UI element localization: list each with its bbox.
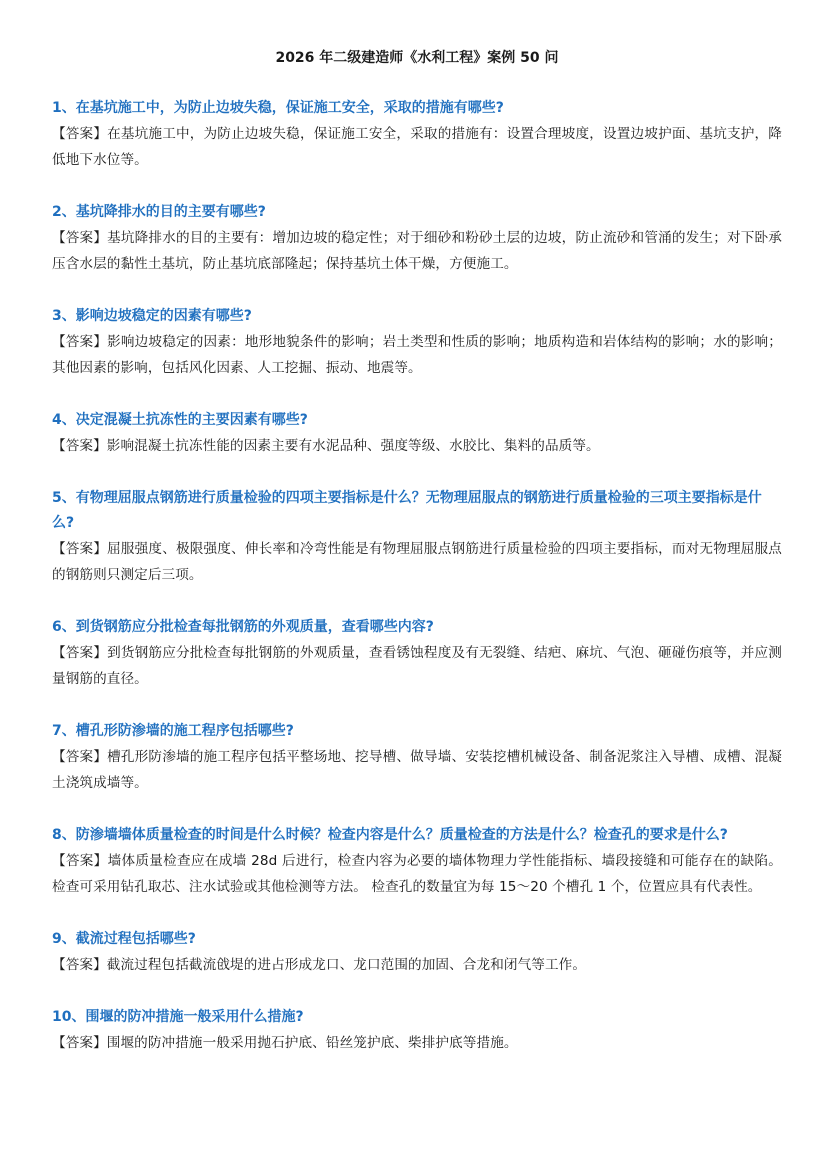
question-7: 7、槽孔形防渗墙的施工程序包括哪些? [52, 723, 294, 739]
qa-item-2 [52, 200, 782, 277]
question-5: 5、有物理屈服点钢筋进行质量检验的四项主要指标是什么？无物理屈服点的钢筋进行质量检验的三项主要指标是什么? [52, 490, 762, 531]
document-page [52, 48, 782, 1083]
question-4: 4、决定混凝土抗冻性的主要因素有哪些? [52, 412, 308, 428]
answer-8: 【答案】墙体质量检查应在成墙 28d 后进行，检查内容为必要的墙体物理力学性能指标、墙段接缝和可能存在的缺陷。检查可采用钻孔取芯、注水试验或其他检测等方法。 检查孔的数量宜为每 15～20 个槽孔 1 个，位置应具有代表性。 [52, 853, 782, 895]
question-1: 1、在基坑施工中，为防止边坡失稳，保证施工安全，采取的措施有哪些? [52, 100, 504, 116]
question-8: 8、防渗墙墙体质量检查的时间是什么时候？检查内容是什么？质量检查的方法是什么？检查孔的要求是什么? [52, 827, 728, 843]
qa-item-5 [52, 486, 782, 588]
answer-5: 【答案】屈服强度、极限强度、伸长率和冷弯性能是有物理屈服点钢筋进行质量检验的四项主要指标，而对无物理屈服点的钢筋则只测定后三项。 [52, 541, 782, 583]
qa-item-3 [52, 304, 782, 381]
qa-item-8 [52, 823, 782, 900]
question-3: 3、影响边坡稳定的因素有哪些? [52, 308, 252, 324]
answer-7: 【答案】槽孔形防渗墙的施工程序包括平整场地、挖导槽、做导墙、安装挖槽机械设备、制备泥浆注入导槽、成槽、混凝土浇筑成墙等。 [52, 749, 782, 791]
question-10: 10、围堰的防冲措施一般采用什么措施? [52, 1009, 304, 1025]
question-6: 6、到货钢筋应分批检查每批钢筋的外观质量，查看哪些内容? [52, 619, 434, 635]
document-title: 2026 年二级建造师《水利工程》案例 50 问 [275, 50, 559, 66]
answer-4: 【答案】影响混凝土抗冻性能的因素主要有水泥品种、强度等级、水胶比、集料的品质等。 [52, 438, 600, 454]
qa-item-7 [52, 719, 782, 796]
qa-item-9 [52, 927, 782, 978]
answer-2: 【答案】基坑降排水的目的主要有：增加边坡的稳定性；对于细砂和粉砂土层的边坡，防止流砂和管涌的发生；对下卧承压含水层的黏性土基坑，防止基坑底部隆起；保持基坑土体干燥，方便施工。 [52, 230, 782, 272]
question-2: 2、基坑降排水的目的主要有哪些? [52, 204, 266, 220]
answer-3: 【答案】影响边坡稳定的因素：地形地貌条件的影响；岩土类型和性质的影响；地质构造和岩体结构的影响；水的影响；其他因素的影响，包括风化因素、人工挖掘、振动、地震等。 [52, 334, 782, 376]
question-9: 9、截流过程包括哪些? [52, 931, 196, 947]
answer-1: 【答案】在基坑施工中，为防止边坡失稳，保证施工安全，采取的措施有：设置合理坡度，设置边坡护面、基坑支护，降低地下水位等。 [52, 126, 782, 168]
answer-9: 【答案】截流过程包括截流戗堤的进占形成龙口、龙口范围的加固、合龙和闭气等工作。 [52, 957, 587, 973]
answer-6: 【答案】到货钢筋应分批检查每批钢筋的外观质量，查看锈蚀程度及有无裂缝、结疤、麻坑、气泡、砸碰伤痕等，并应测量钢筋的直径。 [52, 645, 782, 687]
answer-10: 【答案】围堰的防冲措施一般采用抛石护底、铅丝笼护底、柴排护底等措施。 [52, 1035, 518, 1051]
qa-item-1 [52, 96, 782, 173]
qa-item-6 [52, 615, 782, 692]
qa-item-4 [52, 408, 782, 459]
qa-item-10 [52, 1005, 782, 1056]
